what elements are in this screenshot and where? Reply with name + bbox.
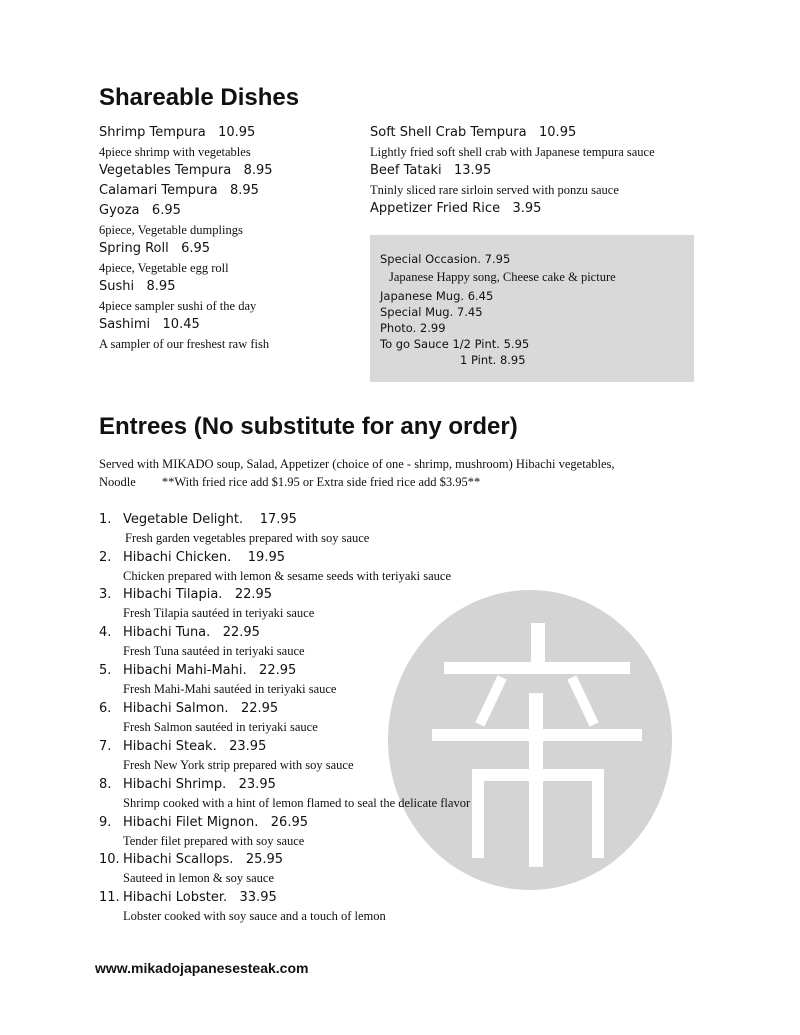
dish-desc: Tninly sliced rare sirloin served with ponzu sauce [370, 183, 619, 197]
dish-desc: 4piece sampler sushi of the day [99, 299, 257, 313]
shareable-right-column [370, 124, 655, 218]
dish-desc: 4piece shrimp with vegetables [99, 145, 251, 159]
entree-item: 8. Hibachi Shrimp. 23.95 Shrimp cooked with a hint of lemon flamed to seal the delicate flavor [99, 777, 471, 810]
entree-item: 7. Hibachi Steak. 23.95 Fresh New York strip prepared with soy sauce [99, 739, 354, 772]
special-mug-line: Special Mug. 7.45 [380, 305, 483, 319]
shareable-left-column [99, 124, 273, 354]
special-occasion-line: Special Occasion. 7.95 [380, 252, 511, 266]
entrees-intro-line2: Noodle **With fried rice add $1.95 or Extra side fried rice add $3.95** [99, 475, 481, 489]
entree-item: 5. Hibachi Mahi-Mahi. 22.95 Fresh Mahi-Mahi sautéed in teriyaki sauce [99, 663, 337, 696]
sauce-half-pint-line: To go Sauce 1/2 Pint. 5.95 [380, 337, 530, 351]
dish-name: Gyoza 6.95 [99, 203, 181, 218]
sauce-pint-line: 1 Pint. 8.95 [460, 353, 526, 367]
entree-item: 6. Hibachi Salmon. 22.95 Fresh Salmon sautéed in teriyaki sauce [99, 701, 318, 734]
dish-desc: Lightly fried soft shell crab with Japanese tempura sauce [370, 145, 655, 159]
entree-item: 10. Hibachi Scallops. 25.95 Sauteed in lemon & soy sauce [99, 852, 284, 885]
entrees-heading: Entrees (No substitute for any order) [99, 413, 518, 440]
entrees-intro-line1: Served with MIKADO soup, Salad, Appetizer (choice of one - shrimp, mushroom) Hibachi vegetables, [99, 457, 615, 471]
entree-item: 3. Hibachi Tilapia. 22.95 Fresh Tilapia sautéed in teriyaki sauce [99, 587, 315, 620]
dish-name: Shrimp Tempura 10.95 [99, 125, 256, 140]
website-url: www.mikadojapanesesteak.com [95, 960, 309, 976]
dish-desc: A sampler of our freshest raw fish [99, 337, 270, 351]
dish-name: Vegetables Tempura 8.95 [99, 163, 273, 178]
entree-item: 4. Hibachi Tuna. 22.95 Fresh Tuna sautéed in teriyaki sauce [99, 625, 305, 658]
entrees-intro [99, 455, 699, 491]
dish-name: Sushi 8.95 [99, 279, 176, 294]
japanese-mug-line: Japanese Mug. 6.45 [380, 289, 494, 303]
entree-item: 11. Hibachi Lobster. 33.95 Lobster cooked with soy sauce and a touch of lemon [99, 890, 386, 923]
dish-name: Sashimi 10.45 [99, 317, 200, 332]
specials-box [370, 235, 694, 382]
entree-item: 2. Hibachi Chicken. 19.95 Chicken prepared with lemon & sesame seeds with teriyaki sauce [99, 550, 452, 583]
dish-name: Spring Roll 6.95 [99, 241, 211, 256]
shareable-dishes-heading: Shareable Dishes [99, 84, 300, 111]
dish-desc: 6piece, Vegetable dumplings [99, 223, 243, 237]
photo-line: Photo. 2.99 [380, 321, 446, 335]
mikado-kanji-seal-icon [388, 590, 672, 890]
entree-item: 9. Hibachi Filet Mignon. 26.95 Tender filet prepared with soy sauce [99, 815, 308, 848]
dish-name: Soft Shell Crab Tempura 10.95 [370, 125, 577, 140]
dish-name: Calamari Tempura 8.95 [99, 183, 259, 198]
dish-name: Beef Tataki 13.95 [370, 163, 492, 178]
entree-item: 1. Vegetable Delight. 17.95 Fresh garden vegetables prepared with soy sauce [99, 512, 370, 545]
special-occasion-desc: Japanese Happy song, Cheese cake & picture [389, 270, 616, 284]
dish-name: Appetizer Fried Rice 3.95 [370, 201, 542, 216]
dish-desc: 4piece, Vegetable egg roll [99, 261, 229, 275]
